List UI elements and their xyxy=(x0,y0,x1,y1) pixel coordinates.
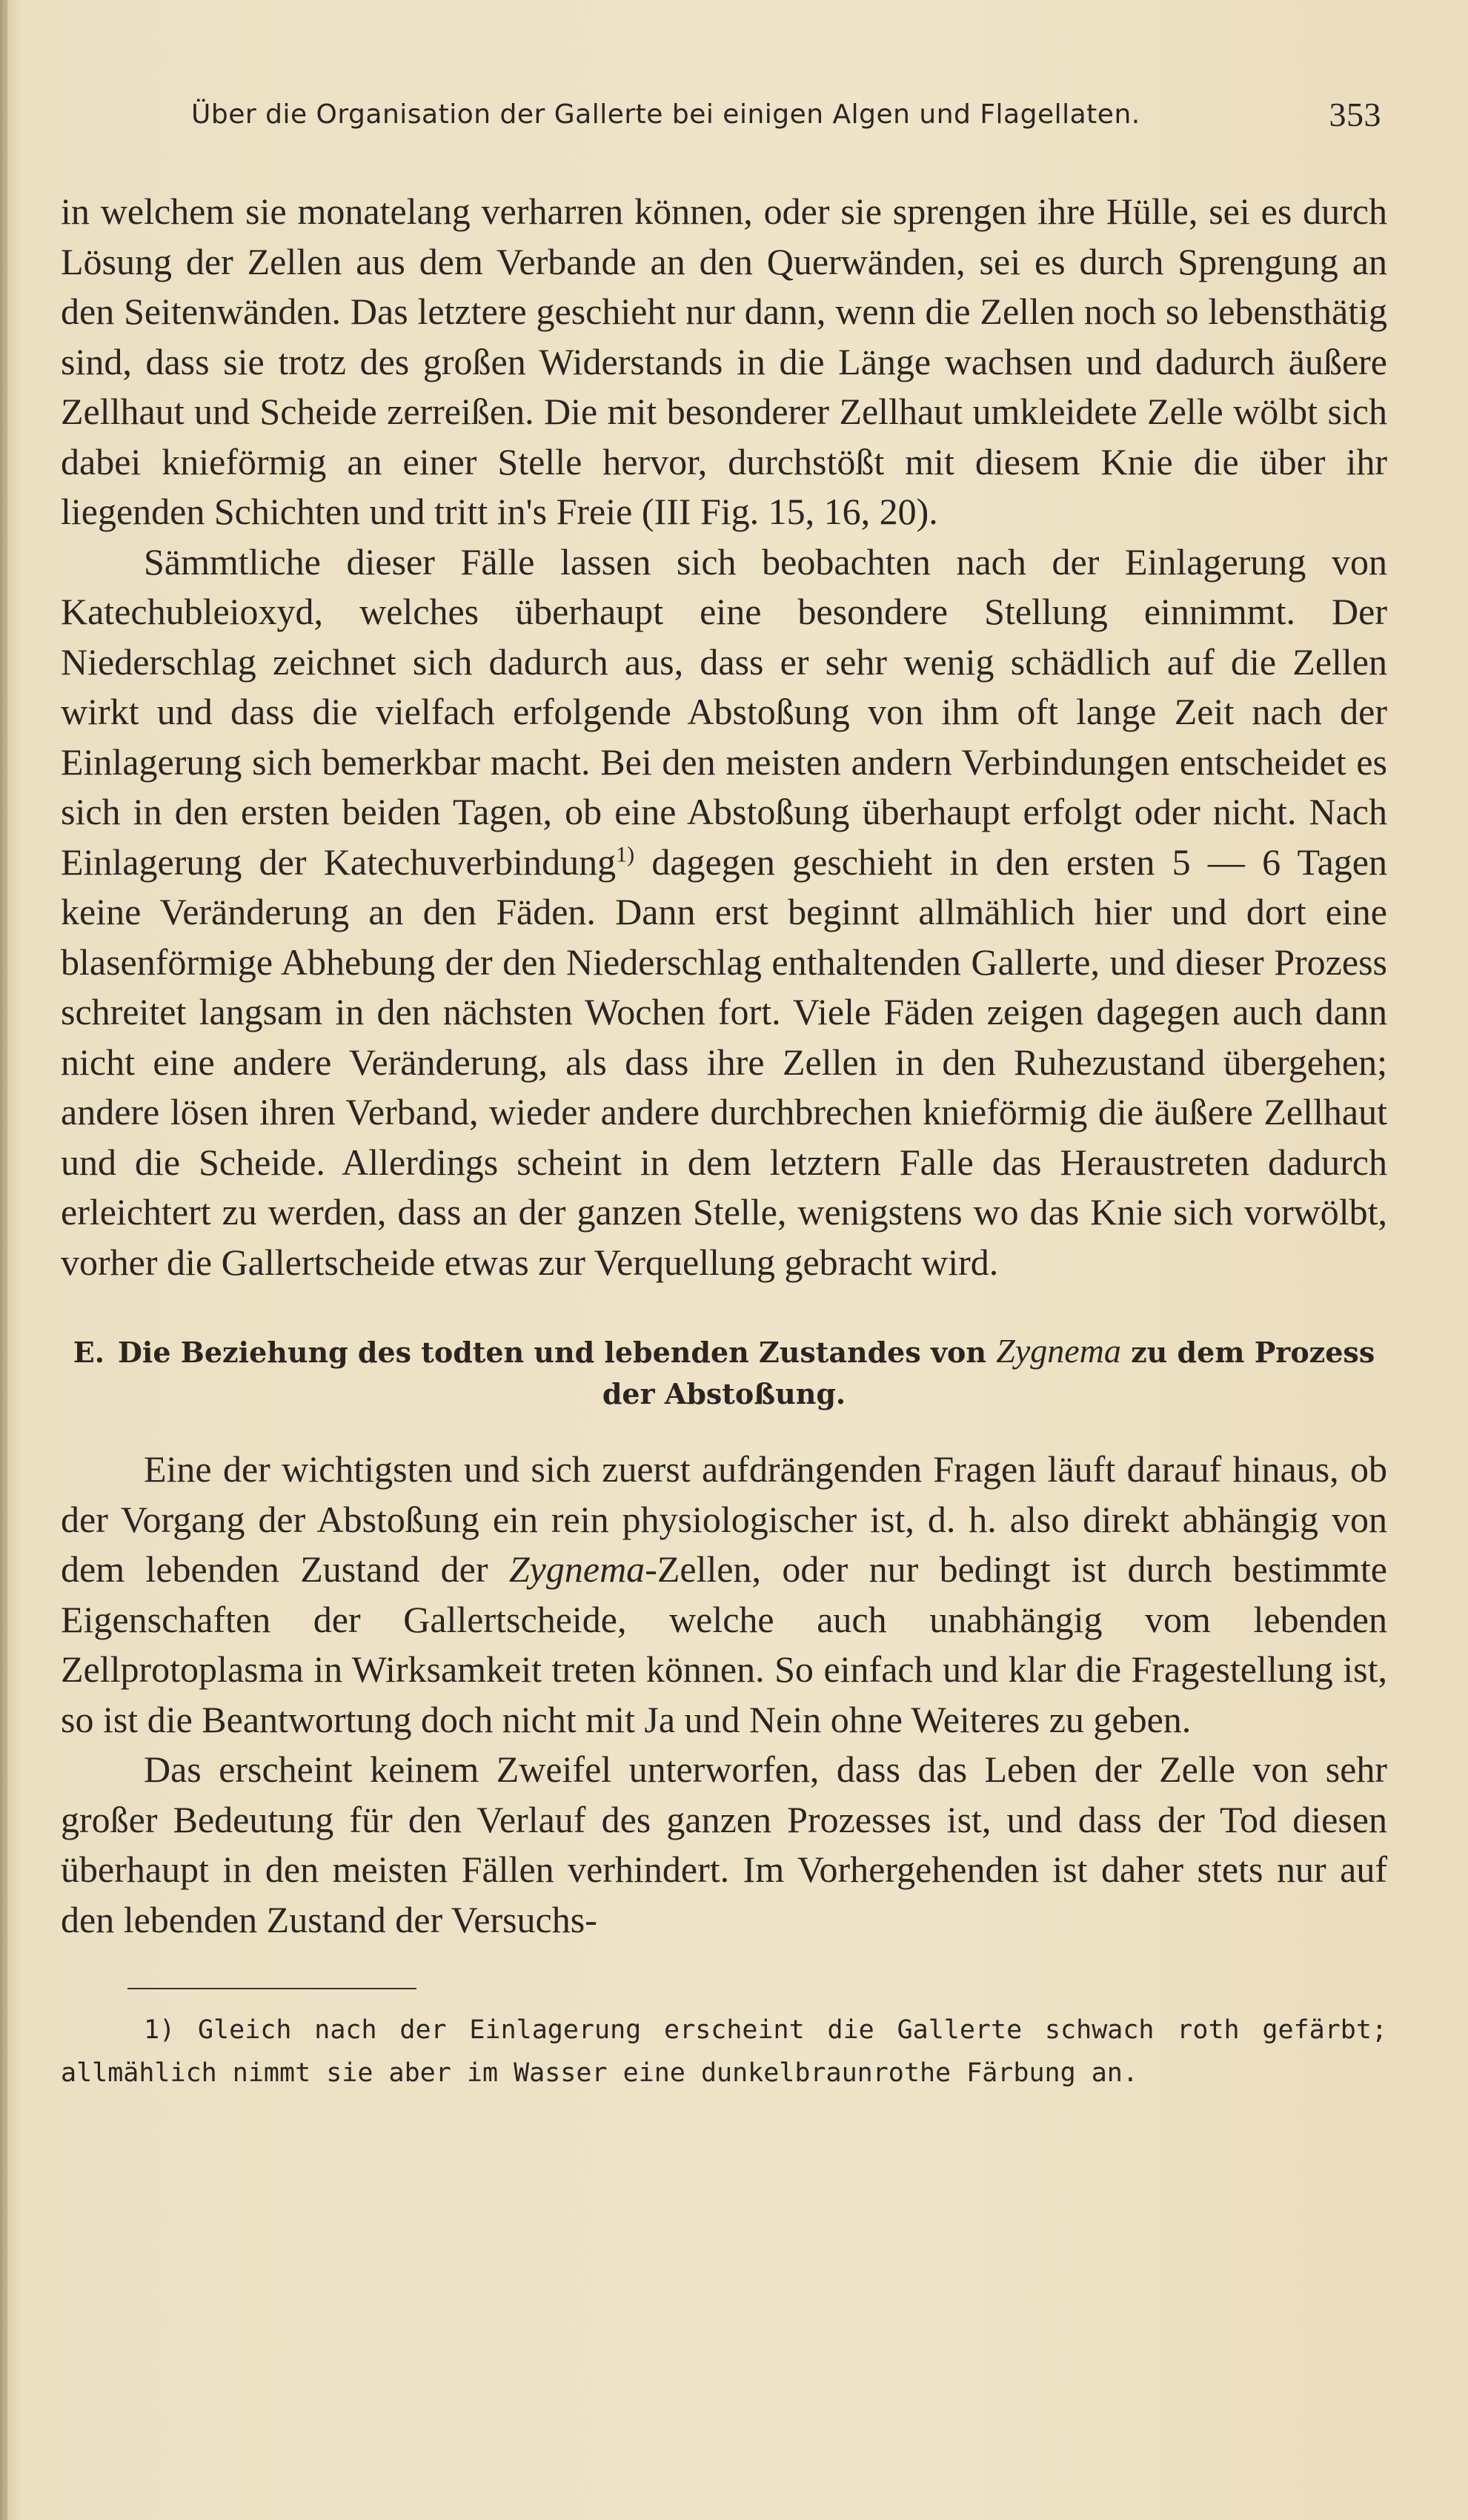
page-number: 353 xyxy=(1329,96,1381,133)
paragraph-life-death: Das erscheint keinem Zweifel unterworfen, dass das Leben der Zelle von sehr großer Bedeutung für den Verlauf des ganzen Prozesses ist, und dass der Tod diesen überhaupt in den meisten Fällen verhindert. Im Vorhergehenden ist daher stets nur auf den lebenden Zustand der Versuchs- xyxy=(61,1748,1387,1940)
footnote-text: Gleich nach der Einlagerung erscheint die Gallerte schwach roth gefärbt; allmählich nimmt sie aber im Wasser eine dunkelbraunrothe Färbung an. xyxy=(61,2015,1388,2088)
section-title-genus: Zygnema xyxy=(996,1332,1121,1370)
page-content xyxy=(61,89,1387,2095)
running-title: Über die Organisation der Gallerte bei einigen Algen und Flagellaten. xyxy=(191,99,1140,130)
footnote-marker: 1) xyxy=(616,841,635,866)
paragraph-question: Eine der wichtigsten und sich zuerst aufdrängenden Fragen läuft darauf hinaus, ob der Vorgang der Abstoßung ein rein physiologischer ist, d. h. also direkt abhängig von dem lebenden Zustand der Zygnema-Zellen, oder nur bedingt ist durch bestimmte Eigenschaften der Gallertscheide, welche auch unabhängig vom lebenden Zellprotoplasma in Wirksamkeit treten können. So einfach und klar die Fragestellung ist, so ist die Beantwortung doch nicht mit Ja und Nein ohne Weiteres zu geben. xyxy=(61,1448,1387,1740)
genus-name: Zygnema xyxy=(508,1548,645,1590)
footnote-number: 1) xyxy=(144,2015,176,2045)
section-label: E. xyxy=(73,1336,104,1369)
section-heading: E. Die Beziehung des todten und lebenden Zustandes von Zygnema zu dem Prozess der Abstoßung. xyxy=(73,1332,1375,1410)
body-text xyxy=(61,187,1387,1945)
running-header xyxy=(61,89,1387,148)
paragraph-katechu: Sämmtliche dieser Fälle lassen sich beobachten nach der Einlagerung von Katechubleioxyd, welches überhaupt eine besondere Stellung einnimmt. Der Niederschlag zeichnet sich dadurch aus, dass er sehr wenig schädlich auf die Zellen wirkt und dass die vielfach erfolgende Abstoßung von ihm oft lange Zeit nach der Einlagerung sich bemerkbar macht. Bei den meisten andern Verbindungen entscheidet es sich in den ersten beiden Tagen, ob eine Abstoßung überhaupt erfolgt oder nicht. Nach Einlagerung der Katechuverbindung$^{1)}$ dagegen geschieht in den ersten 5 — 6 Tagen keine Veränderung an den Fäden. Dann erst beginnt allmählich hier und dort eine blasenförmige Abhebung der den Niederschlag enthaltenden Gallerte, und dieser Prozess schreitet langsam in den nächsten Wochen fort. Viele Fäden zeigen dagegen auch dann nicht eine andere Veränderung, als dass ihre Zellen in den Ruhezustand übergehen; andere lösen ihren Verband, wieder andere durchbrechen knieförmig die äußere Zellhaut und die Scheide. Allerdings scheint in dem letztern Falle das Heraustreten dadurch erleichtert zu werden, dass an der ganzen Stelle, wenigstens wo das Knie sich vorwölbt, vorher die Gallertscheide etwas zur Verquellung gebracht wird. xyxy=(61,540,1387,1283)
footnote-separator xyxy=(127,1988,416,1989)
footnote xyxy=(61,2009,1387,2095)
book-spine-shadow xyxy=(0,0,7,2520)
paragraph-continuation: in welchem sie monatelang verharren können, oder sie sprengen ihre Hülle, sei es durch Lösung der Zellen aus dem Verbande an den Querwänden, sei es durch Sprengung an den Seitenwänden. Das letztere geschieht nur dann, wenn die Zellen noch so lebensthätig sind, dass sie trotz des großen Widerstands in die Länge wachsen und dadurch äußere Zellhaut und Scheide zerreißen. Die mit besonderer Zellhaut umkleidete Zelle wölbt sich dabei knieförmig an einer Stelle hervor, durchstößt mit diesem Knie die über ihr liegenden Schichten und tritt in's Freie (III Fig. 15, 16, 20). xyxy=(61,190,1387,532)
